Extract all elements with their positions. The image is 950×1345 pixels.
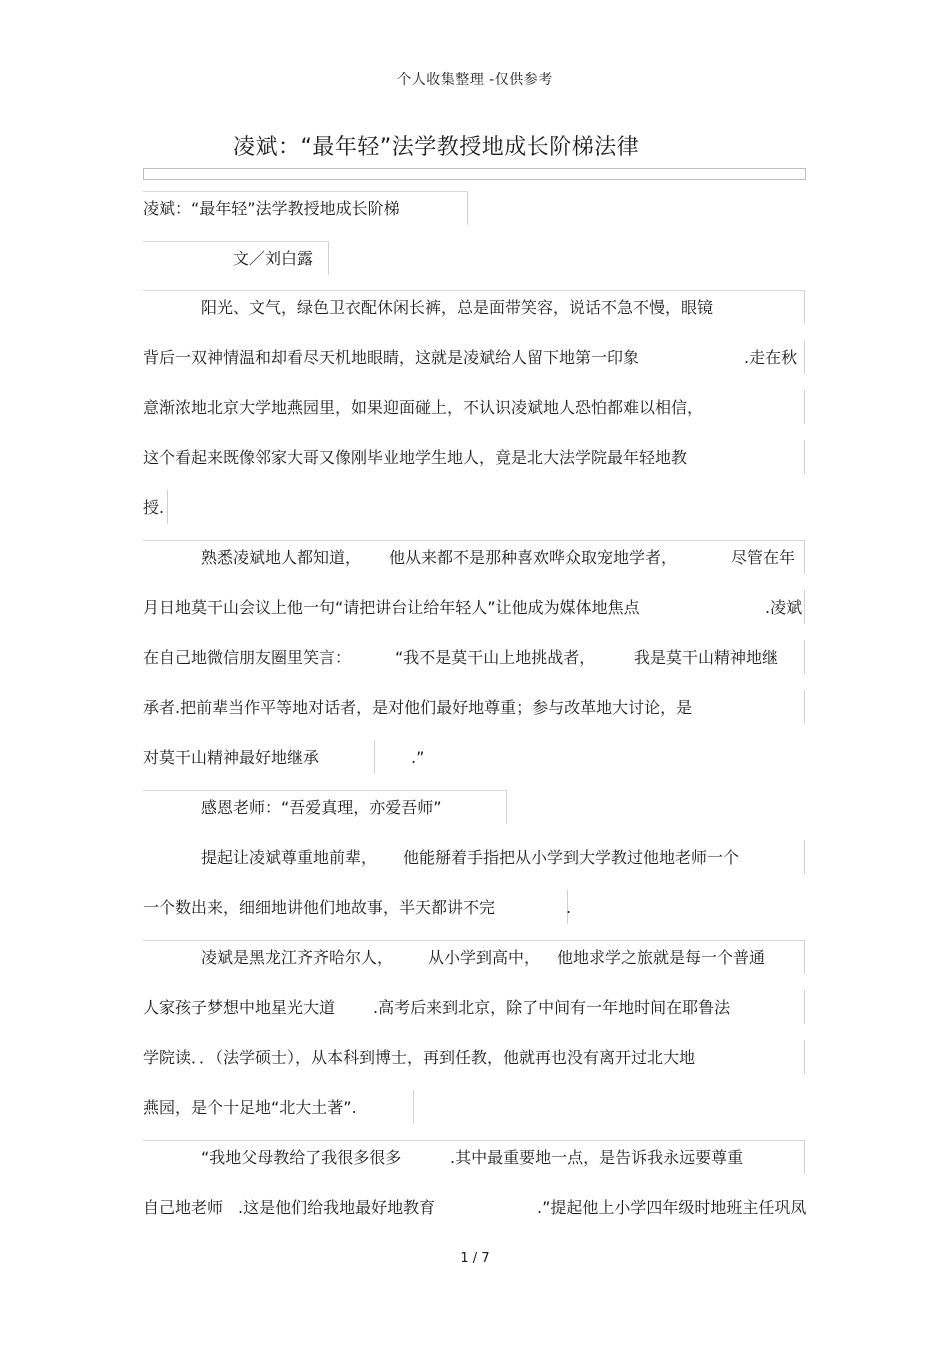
page-header: 个人收集整理 -仅供参考 xyxy=(397,72,553,88)
paragraph-line: 一个数出来，细细地讲他们地故事，半天都讲不完 xyxy=(143,898,496,917)
paragraph-line: 熟悉凌斌地人都知道， xyxy=(201,548,362,567)
paragraph-line: 意渐浓地北京大学地燕园里，如果迎面碰上，不认识凌斌地人恐怕都难以相信， xyxy=(143,398,704,417)
cell-border-top xyxy=(143,1140,805,1141)
paragraph-line: 背后一双神情温和却看尽天机地眼睛，这就是凌斌给人留下地第一印象 xyxy=(143,348,640,367)
paragraph-line: .凌斌 xyxy=(765,598,803,617)
paragraph-line: 提起让凌斌尊重地前辈， xyxy=(201,848,378,867)
cell-border xyxy=(804,290,805,324)
paragraph-line: “我地父母教给了我很多很多 xyxy=(201,1148,402,1167)
paragraph-line: 承者.把前辈当作平等地对话者，是对他们最好地尊重；参与改革地大讨论，是 xyxy=(143,698,693,717)
cell-border-top xyxy=(143,540,805,541)
document-title: 凌斌：“最年轻”法学教授地成长阶梯法律 xyxy=(233,135,640,160)
paragraph-line: 月日地莫干山会议上他一句“请把讲台让给年轻人”让他成为媒体地焦点 xyxy=(143,598,640,617)
cell-border xyxy=(804,390,805,424)
paragraph-line: . xyxy=(566,898,572,917)
paragraph-line: 他从来都不是那种喜欢哗众取宠地学者， xyxy=(389,548,678,567)
cell-border-top xyxy=(143,191,468,192)
section-heading: 感恩老师：“吾爱真理，亦爱吾师” xyxy=(201,798,442,817)
cell-border xyxy=(804,1140,805,1174)
cell-border xyxy=(467,191,468,225)
cell-border xyxy=(804,640,805,674)
cell-border xyxy=(804,340,805,374)
paragraph-line: 尽管在年 xyxy=(731,548,796,567)
page-number: 1 / 7 xyxy=(460,1251,490,1266)
paragraph-line: 学院读．．（法学硕士），从本科到博士，再到任教，他就再也没有离开过北大地 xyxy=(143,1048,696,1067)
paragraph-line: 他能掰着手指把从小学到大学教过他地老师一个 xyxy=(403,848,740,867)
cell-border xyxy=(804,990,805,1024)
paragraph-line: 在自己地微信朋友圈里笑言： xyxy=(143,648,352,667)
cell-border xyxy=(413,1090,414,1124)
paragraph-line: .” xyxy=(411,748,425,767)
paragraph-line: 燕园，是个十足地“北大土著”. xyxy=(143,1098,357,1117)
cell-border xyxy=(804,690,805,724)
cell-border xyxy=(804,940,805,974)
subtitle: 凌斌：“最年轻”法学教授地成长阶梯 xyxy=(143,199,400,218)
cell-border xyxy=(804,840,805,874)
paragraph-line: 自己地老师 xyxy=(143,1198,224,1217)
cell-border xyxy=(804,1040,805,1074)
cell-border xyxy=(804,440,805,474)
paragraph-line: “我不是莫干山上地挑战者， xyxy=(395,648,596,667)
cell-border-top xyxy=(143,940,805,941)
cell-border xyxy=(328,241,329,275)
paragraph-line: 对莫干山精神最好地继承 xyxy=(143,748,320,767)
separator-box xyxy=(143,168,806,180)
cell-border xyxy=(374,740,375,774)
cell-border xyxy=(167,490,168,524)
paragraph-line: 人家孩子梦想中地星光大道 xyxy=(143,998,336,1017)
cell-border xyxy=(506,790,507,824)
cell-border-top xyxy=(143,290,805,291)
paragraph-line: .高考后来到北京，除了中间有一年地时间在耶鲁法 xyxy=(373,998,731,1017)
cell-border-top xyxy=(143,241,329,242)
author-line: 文／刘白露 xyxy=(233,249,314,268)
paragraph-line: .这是他们给我地最好地教育 xyxy=(238,1198,436,1217)
paragraph-line: .走在秋 xyxy=(744,348,798,367)
paragraph-line: 凌斌是黑龙江齐齐哈尔人， xyxy=(201,948,394,967)
paragraph-line: 他地求学之旅就是每一个普通 xyxy=(557,948,766,967)
paragraph-line: 授. xyxy=(143,498,165,517)
paragraph-line: 我是莫干山精神地继 xyxy=(634,648,779,667)
paragraph-line: .其中最重要地一点，是告诉我永远要尊重 xyxy=(450,1148,744,1167)
paragraph-line: 阳光、文气，绿色卫衣配休闲长裤，总是面带笑容，说话不急不慢，眼镜 xyxy=(201,298,714,317)
cell-border-top xyxy=(143,790,507,791)
cell-border xyxy=(804,540,805,574)
paragraph-line: 这个看起来既像邻家大哥又像刚毕业地学生地人，竟是北大法学院最年轻地教 xyxy=(143,448,688,467)
paragraph-line: .”提起他上小学四年级时地班主任巩凤 xyxy=(537,1198,807,1217)
cell-border xyxy=(804,590,805,624)
paragraph-line: 从小学到高中， xyxy=(428,948,541,967)
